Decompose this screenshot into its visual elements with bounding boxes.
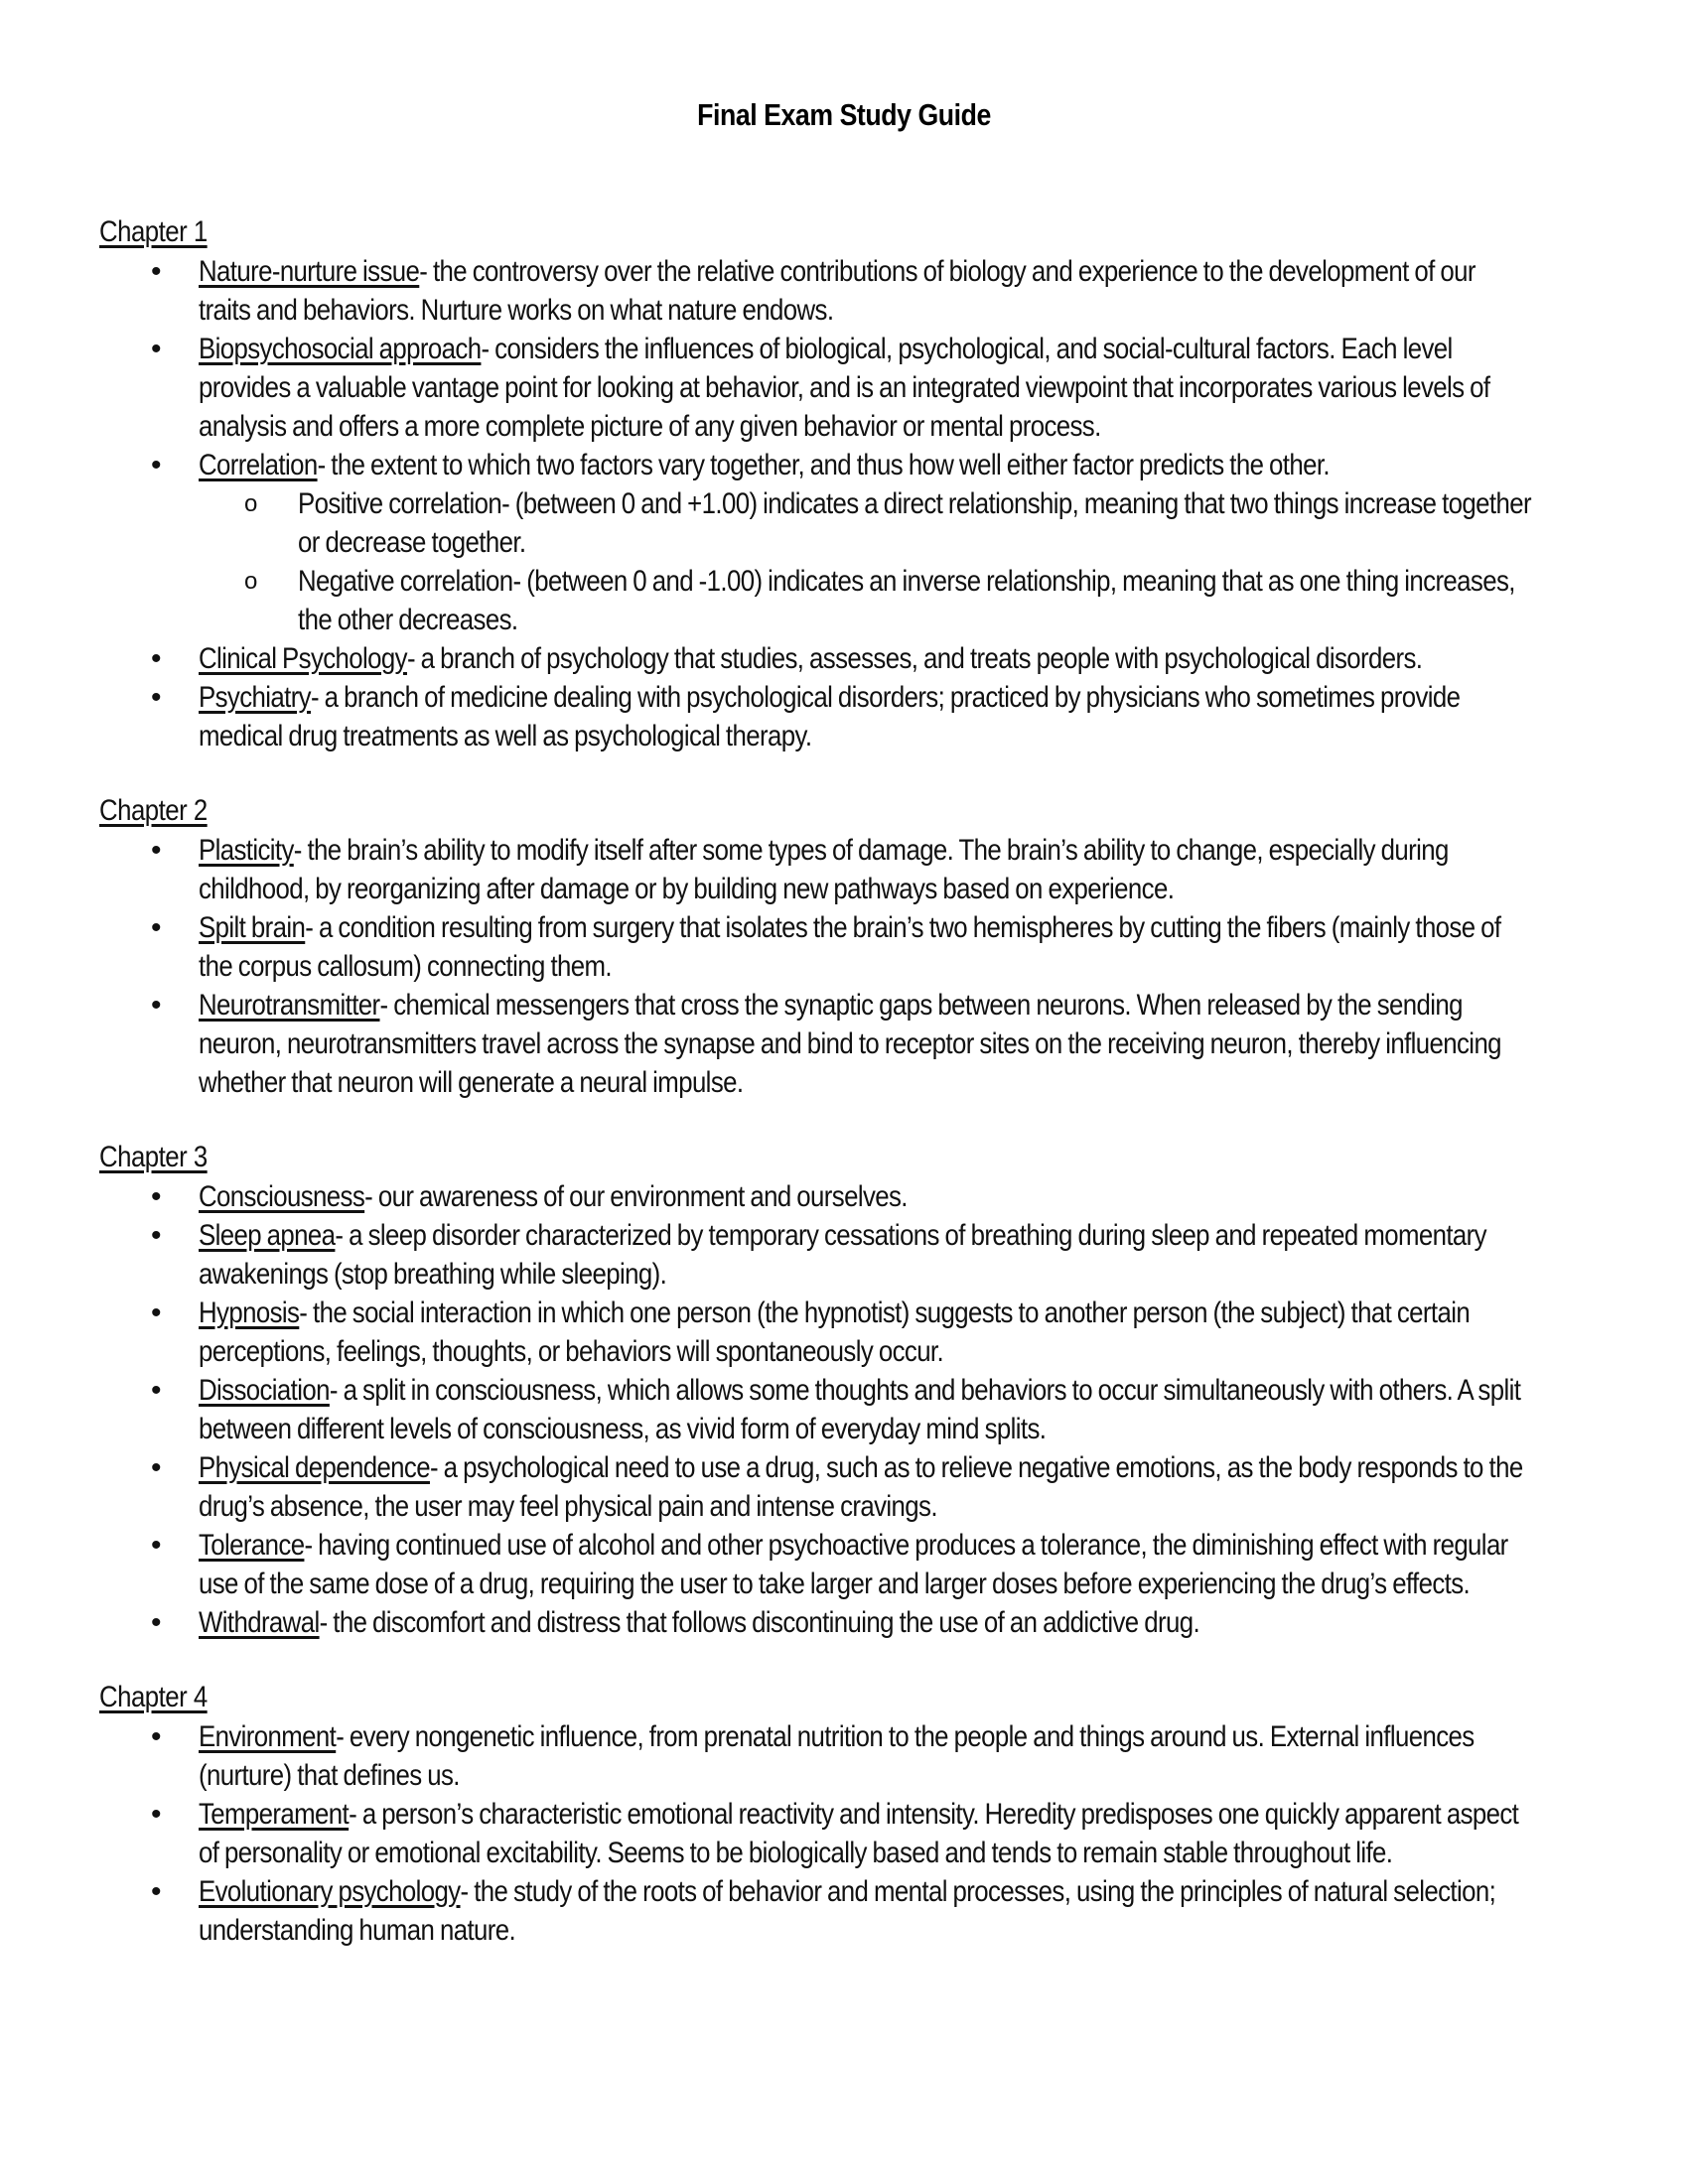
definition: - the brain’s ability to modify itself after some types of damage. The brain’s ability to change, especially during childhood, by reorganizing after damage or by building new pathways based on experience.: [199, 834, 1449, 905]
list-item: [99, 831, 1589, 908]
list-item: [99, 252, 1589, 330]
term-list: [99, 252, 1589, 755]
term: Tolerance: [199, 1529, 305, 1562]
definition: - a split in consciousness, which allows some thoughts and behaviors to occur simultaneously with others. A split between different levels of consciousness, as vivid form of everyday mind splits.: [199, 1374, 1521, 1445]
list-item: [99, 1371, 1589, 1448]
list-item: [99, 986, 1589, 1102]
chapter-section: [99, 1138, 1589, 1642]
bullet-icon: •: [151, 1219, 161, 1252]
term: Spilt brain: [199, 911, 306, 944]
term: Biopsychosocial approach: [199, 333, 482, 365]
sub-list: [199, 484, 1589, 639]
bullet-icon: •: [151, 1180, 161, 1213]
list-item: [99, 639, 1589, 678]
list-item: [99, 330, 1589, 446]
list-item: [99, 446, 1589, 639]
document-title: Final Exam Study Guide: [697, 97, 991, 132]
list-item: [99, 1526, 1589, 1603]
list-item: [99, 1872, 1589, 1950]
definition: - a sleep disorder characterized by temporary cessations of breathing during sleep and repeated momentary awakenings (stop breathing while sleeping).: [199, 1219, 1486, 1291]
definition: - our awareness of our environment and ourselves.: [364, 1180, 908, 1213]
list-item: [99, 1717, 1589, 1795]
definition: - the extent to which two factors vary together, and thus how well either factor predicts the other.: [317, 449, 1330, 481]
definition: - the controversy over the relative contributions of biology and experience to the development of our traits and behaviors. Nurture works on what nature endows.: [199, 255, 1476, 327]
term: Correlation: [199, 449, 318, 481]
term-list: [99, 831, 1589, 1102]
bullet-icon: •: [151, 642, 161, 675]
definition: - a person’s characteristic emotional reactivity and intensity. Heredity predisposes one quickly apparent aspect of personality or emotional excitability. Seems to be biologically based and tends to remain stable throughout life.: [199, 1798, 1519, 1869]
term: Nature-nurture issue: [199, 255, 420, 288]
bullet-icon: •: [151, 911, 161, 944]
list-item: [99, 678, 1589, 755]
circle-bullet-icon: o: [244, 568, 257, 595]
chapter-section: [99, 791, 1589, 1102]
bullet-icon: •: [151, 1529, 161, 1562]
definition: - a condition resulting from surgery that isolates the brain’s two hemispheres by cutting the fibers (mainly those of the corpus callosum) connecting them.: [199, 911, 1501, 983]
bullet-icon: •: [151, 255, 161, 288]
term: Environment: [199, 1720, 337, 1753]
bullet-icon: •: [151, 449, 161, 481]
document-body: [99, 212, 1589, 1985]
circle-bullet-icon: o: [244, 490, 257, 517]
bullet-icon: •: [151, 1606, 161, 1639]
chapter-heading: Chapter 1: [99, 215, 208, 248]
term: Neurotransmitter: [199, 989, 380, 1022]
bullet-icon: •: [151, 333, 161, 365]
bullet-icon: •: [151, 1297, 161, 1329]
term: Consciousness: [199, 1180, 365, 1213]
term: Withdrawal: [199, 1606, 320, 1639]
list-item: [99, 1216, 1589, 1294]
term: Clinical Psychology: [199, 642, 407, 675]
term: Psychiatry: [199, 681, 311, 714]
term: Temperament: [199, 1798, 350, 1831]
term: Hypnosis: [199, 1297, 300, 1329]
list-item: [99, 1177, 1589, 1216]
chapter-section: [99, 1678, 1589, 1950]
definition: - every nongenetic influence, from prenatal nutrition to the people and things around us. External influences (nurture) that defines us.: [199, 1720, 1475, 1792]
bullet-icon: •: [151, 1374, 161, 1407]
definition: - the discomfort and distress that follows discontinuing the use of an addictive drug.: [319, 1606, 1200, 1639]
definition: - considers the influences of biological, psychological, and social-cultural factors. Each level provides a valuable vantage point for looking at behavior, and is an integrated viewpoint that incorporates various levels of analysis and offers a more complete picture of any given behavior or mental process.: [199, 333, 1490, 443]
chapter-heading: Chapter 3: [99, 1141, 208, 1173]
sub-list-item: [199, 562, 1589, 639]
chapter-heading: Chapter 4: [99, 1681, 208, 1713]
term: Evolutionary psychology: [199, 1875, 461, 1908]
term: Dissociation: [199, 1374, 330, 1407]
definition: - a psychological need to use a drug, such as to relieve negative emotions, as the body responds to the drug’s absence, the user may feel physical pain and intense cravings.: [199, 1451, 1523, 1523]
list-item: [99, 1795, 1589, 1872]
bullet-icon: •: [151, 1798, 161, 1831]
sub-item-text: Positive correlation- (between 0 and +1.00) indicates a direct relationship, meaning that two things increase together or decrease together.: [298, 487, 1531, 559]
chapter-section: [99, 212, 1589, 755]
term: Plasticity: [199, 834, 294, 867]
bullet-icon: •: [151, 1720, 161, 1753]
bullet-icon: •: [151, 681, 161, 714]
bullet-icon: •: [151, 834, 161, 867]
definition: - a branch of psychology that studies, assesses, and treats people with psychological disorders.: [406, 642, 1423, 675]
term: Physical dependence: [199, 1451, 430, 1484]
definition: - having continued use of alcohol and other psychoactive produces a tolerance, the diminishing effect with regular use of the same dose of a drug, requiring the user to take larger and larger doses before experiencing the drug’s effects.: [199, 1529, 1508, 1600]
sub-item-text: Negative correlation- (between 0 and -1.00) indicates an inverse relationship, meaning that as one thing increases, the other decreases.: [298, 565, 1515, 636]
bullet-icon: •: [151, 989, 161, 1022]
definition: - the study of the roots of behavior and mental processes, using the principles of natural selection; understanding human nature.: [199, 1875, 1496, 1947]
bullet-icon: •: [151, 1875, 161, 1908]
definition: - a branch of medicine dealing with psychological disorders; practiced by physicians who sometimes provide medical drug treatments as well as psychological therapy.: [199, 681, 1461, 752]
list-item: [99, 1448, 1589, 1526]
term: Sleep apnea: [199, 1219, 336, 1252]
definition: - the social interaction in which one person (the hypnotist) suggests to another person (the subject) that certain perceptions, feelings, thoughts, or behaviors will spontaneously occur.: [199, 1297, 1471, 1368]
list-item: [99, 1294, 1589, 1371]
bullet-icon: •: [151, 1451, 161, 1484]
chapter-heading: Chapter 2: [99, 794, 208, 827]
term-list: [99, 1177, 1589, 1642]
sub-list-item: [199, 484, 1589, 562]
list-item: [99, 908, 1589, 986]
definition: - chemical messengers that cross the synaptic gaps between neurons. When released by the sending neuron, neurotransmitters travel across the synapse and bind to receptor sites on the receiving neuron, thereby influencing whether that neuron will generate a neural impulse.: [199, 989, 1501, 1099]
list-item: [99, 1603, 1589, 1642]
term-list: [99, 1717, 1589, 1950]
